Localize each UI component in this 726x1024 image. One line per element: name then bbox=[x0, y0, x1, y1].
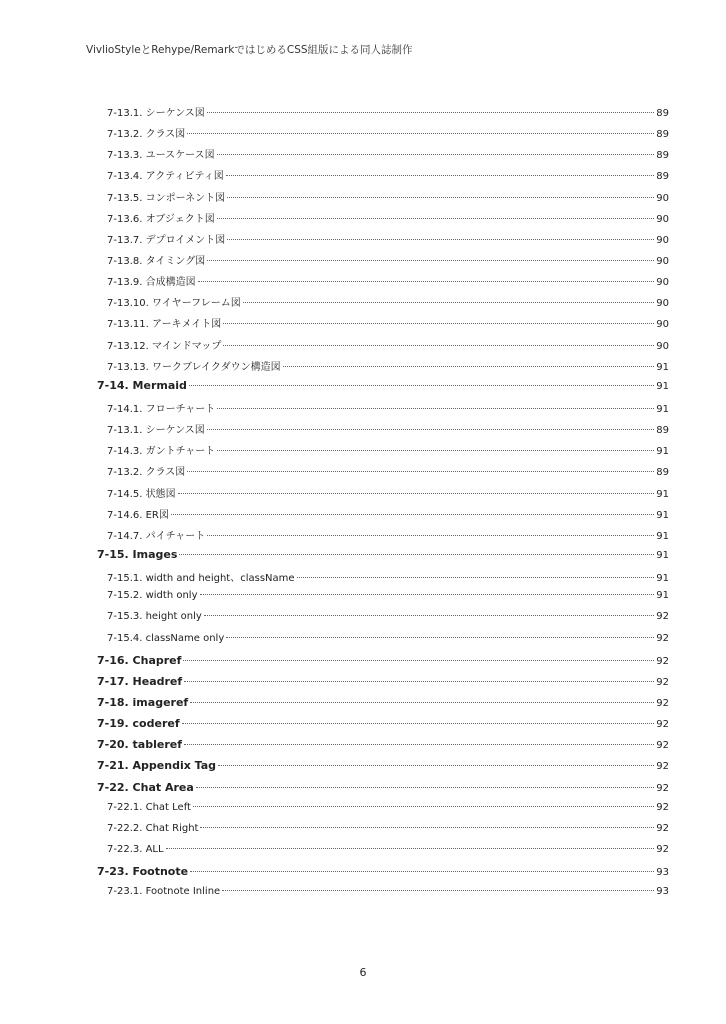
toc-entry[interactable] bbox=[97, 358, 669, 379]
toc-entry-page: 90 bbox=[656, 298, 669, 310]
toc-entry-page: 91 bbox=[656, 590, 669, 602]
toc-entry[interactable] bbox=[97, 696, 669, 717]
toc-entry-label: 7-14. Mermaid bbox=[97, 378, 187, 392]
toc-entry[interactable] bbox=[97, 738, 669, 759]
toc-entry-label: 7-13.2. クラス図 bbox=[107, 129, 186, 141]
dot-leader bbox=[166, 848, 655, 849]
toc-entry-page: 91 bbox=[656, 403, 669, 415]
toc-entry[interactable] bbox=[97, 569, 669, 590]
dot-leader bbox=[217, 408, 654, 409]
dot-leader bbox=[226, 175, 655, 176]
toc-entry-label: 7-13.2. クラス図 bbox=[107, 467, 186, 479]
toc-entry-label: 7-14.7. パイチャート bbox=[107, 530, 206, 542]
toc-entry-page: 92 bbox=[656, 822, 669, 834]
toc-entry-label: 7-23.1. Footnote Inline bbox=[107, 886, 221, 898]
toc-entry[interactable] bbox=[97, 231, 669, 252]
toc-entry-label: 7-13.13. ワークブレイクダウン構造図 bbox=[107, 361, 281, 373]
toc-entry-page: 89 bbox=[656, 425, 669, 437]
toc-entry-label: 7-15.4. className only bbox=[107, 632, 225, 644]
toc-entry[interactable] bbox=[97, 611, 669, 632]
toc-entry-page: 90 bbox=[656, 255, 669, 267]
dot-leader bbox=[190, 702, 654, 703]
toc-entry[interactable] bbox=[97, 315, 669, 336]
dot-leader bbox=[198, 281, 655, 282]
toc-entry-page: 91 bbox=[656, 549, 669, 561]
toc-entry-label: 7-13.12. マインドマップ bbox=[107, 340, 222, 352]
toc-entry-label: 7-22.2. Chat Right bbox=[107, 822, 199, 834]
toc-entry[interactable] bbox=[97, 463, 669, 484]
toc-entry-label: 7-15. Images bbox=[97, 547, 178, 561]
toc-entry-label: 7-16. Chapref bbox=[97, 653, 182, 667]
toc-entry[interactable] bbox=[97, 675, 669, 696]
dot-leader bbox=[283, 366, 655, 367]
toc-entry[interactable] bbox=[97, 633, 669, 654]
toc-entry[interactable] bbox=[97, 781, 669, 802]
dot-leader bbox=[207, 260, 654, 261]
toc-entry-page: 92 bbox=[656, 719, 669, 731]
toc-entry-page: 89 bbox=[656, 467, 669, 479]
dot-leader bbox=[179, 554, 654, 555]
toc-entry-page: 92 bbox=[656, 697, 669, 709]
toc-entry-label: 7-23. Footnote bbox=[97, 865, 189, 879]
toc-entry-page: 91 bbox=[656, 488, 669, 500]
dot-leader bbox=[182, 723, 655, 724]
toc-entry[interactable] bbox=[97, 823, 669, 844]
toc-entry[interactable] bbox=[97, 146, 669, 167]
dot-leader bbox=[190, 871, 654, 872]
toc-entry[interactable] bbox=[97, 886, 669, 907]
toc-entry-page: 90 bbox=[656, 277, 669, 289]
dot-leader bbox=[200, 594, 655, 595]
toc-entry-page: 90 bbox=[656, 213, 669, 225]
toc-entry-label: 7-22. Chat Area bbox=[97, 780, 194, 794]
dot-leader bbox=[184, 681, 654, 682]
toc-entry-page: 92 bbox=[656, 761, 669, 773]
toc-entry-page: 92 bbox=[656, 740, 669, 752]
toc-entry-page: 89 bbox=[656, 129, 669, 141]
toc-entry[interactable] bbox=[97, 865, 669, 886]
toc-entry-page: 91 bbox=[656, 446, 669, 458]
toc-entry-label: 7-14.5. 状態図 bbox=[107, 488, 176, 500]
toc-entry[interactable] bbox=[97, 252, 669, 273]
toc-entry-label: 7-13.9. 合成構造図 bbox=[107, 277, 196, 289]
toc-entry-label: 7-14.3. ガントチャート bbox=[107, 446, 216, 458]
dot-leader bbox=[183, 660, 654, 661]
toc-entry[interactable] bbox=[97, 104, 669, 125]
toc-entry[interactable] bbox=[97, 485, 669, 506]
toc-entry[interactable] bbox=[97, 379, 669, 400]
toc-entry-page: 92 bbox=[656, 843, 669, 855]
toc-entry-label: 7-13.11. アーキメイト図 bbox=[107, 319, 222, 331]
toc-entry-label: 7-13.1. シーケンス図 bbox=[107, 425, 205, 437]
toc-entry-label: 7-13.1. シーケンス図 bbox=[107, 108, 205, 119]
toc-entry[interactable] bbox=[97, 506, 669, 527]
toc-entry-page: 92 bbox=[656, 611, 669, 623]
toc-entry-label: 7-13.4. アクティビティ図 bbox=[107, 171, 224, 183]
toc-entry-page: 91 bbox=[656, 361, 669, 373]
toc-entry-page: 89 bbox=[656, 150, 669, 162]
toc-entry-label: 7-15.1. width and height、className bbox=[107, 573, 295, 585]
toc-entry-label: 7-14.6. ER図 bbox=[107, 509, 169, 521]
toc-entry-label: 7-19. coderef bbox=[97, 717, 180, 731]
toc-entry[interactable] bbox=[97, 125, 669, 146]
dot-leader bbox=[217, 154, 655, 155]
dot-leader bbox=[207, 112, 654, 113]
toc-entry-page: 90 bbox=[656, 319, 669, 331]
toc-entry-page: 92 bbox=[656, 632, 669, 644]
dot-leader bbox=[222, 890, 654, 891]
dot-leader bbox=[200, 827, 654, 828]
toc-entry[interactable] bbox=[97, 654, 669, 675]
toc-entry-label: 7-13.3. ユースケース図 bbox=[107, 150, 215, 162]
toc-entry[interactable] bbox=[97, 210, 669, 231]
dot-leader bbox=[189, 385, 654, 386]
toc-entry[interactable] bbox=[97, 400, 669, 421]
toc-entry-page: 89 bbox=[656, 171, 669, 183]
toc-entry-page: 89 bbox=[656, 108, 669, 119]
toc-entry[interactable] bbox=[97, 590, 669, 611]
dot-leader bbox=[193, 806, 654, 807]
toc-entry-label: 7-13.7. デプロイメント図 bbox=[107, 234, 226, 246]
dot-leader bbox=[243, 302, 655, 303]
toc-entry-label: 7-21. Appendix Tag bbox=[97, 759, 217, 773]
toc-entry[interactable] bbox=[97, 802, 669, 823]
toc-entry[interactable] bbox=[97, 759, 669, 780]
dot-leader bbox=[217, 450, 654, 451]
toc-entry[interactable] bbox=[97, 294, 669, 315]
toc-entry-page: 93 bbox=[656, 867, 669, 879]
toc-entry-label: 7-22.1. Chat Left bbox=[107, 801, 191, 813]
toc-entry-label: 7-13.8. タイミング図 bbox=[107, 255, 206, 267]
dot-leader bbox=[196, 787, 654, 788]
toc-entry-page: 91 bbox=[656, 509, 669, 521]
dot-leader bbox=[187, 133, 654, 134]
toc-entry-label: 7-17. Headref bbox=[97, 674, 183, 688]
toc-entry[interactable] bbox=[97, 717, 669, 738]
toc-entry[interactable] bbox=[97, 527, 669, 548]
toc-entry-label: 7-22.3. ALL bbox=[107, 843, 164, 855]
dot-leader bbox=[218, 765, 654, 766]
toc-entry-page: 91 bbox=[656, 530, 669, 542]
toc-entry[interactable] bbox=[97, 421, 669, 442]
toc-entry[interactable] bbox=[97, 844, 669, 865]
dot-leader bbox=[187, 471, 654, 472]
toc-entry-page: 91 bbox=[656, 573, 669, 585]
toc-entry-label: 7-13.5. コンポーネント図 bbox=[107, 192, 226, 204]
toc-entry-label: 7-13.10. ワイヤーフレーム図 bbox=[107, 298, 241, 310]
dot-leader bbox=[227, 197, 654, 198]
toc-entry-page: 92 bbox=[656, 676, 669, 688]
toc-entry[interactable] bbox=[97, 189, 669, 210]
toc-entry-label: 7-15.2. width only bbox=[107, 590, 198, 602]
page-number: 6 bbox=[359, 966, 367, 979]
dot-leader bbox=[223, 323, 654, 324]
dot-leader bbox=[297, 577, 655, 578]
toc-entry-page: 91 bbox=[656, 380, 669, 392]
running-head: VivlioStyleとRehype/RemarkではじめるCSS組版による同人誌制作 bbox=[86, 44, 413, 56]
toc-entry[interactable] bbox=[97, 273, 669, 294]
dot-leader bbox=[171, 514, 654, 515]
dot-leader bbox=[207, 535, 654, 536]
dot-leader bbox=[217, 218, 655, 219]
dot-leader bbox=[226, 637, 654, 638]
toc-entry-page: 90 bbox=[656, 234, 669, 246]
dot-leader bbox=[184, 744, 654, 745]
dot-leader bbox=[227, 239, 654, 240]
toc-entry[interactable] bbox=[97, 337, 669, 358]
toc-entry-page: 92 bbox=[656, 801, 669, 813]
dot-leader bbox=[223, 345, 654, 346]
toc-entry-label: 7-14.1. フローチャート bbox=[107, 403, 216, 415]
toc-entry-page: 93 bbox=[656, 886, 669, 898]
toc-entry-page: 92 bbox=[656, 782, 669, 794]
dot-leader bbox=[204, 615, 654, 616]
dot-leader bbox=[207, 429, 654, 430]
table-of-contents bbox=[97, 104, 669, 907]
toc-entry-page: 92 bbox=[656, 655, 669, 667]
toc-entry-label: 7-20. tableref bbox=[97, 738, 182, 752]
toc-entry-label: 7-18. imageref bbox=[97, 695, 189, 709]
toc-entry-label: 7-15.3. height only bbox=[107, 611, 202, 623]
toc-entry-label: 7-13.6. オブジェクト図 bbox=[107, 213, 215, 225]
toc-entry[interactable] bbox=[97, 442, 669, 463]
toc-entry-page: 90 bbox=[656, 340, 669, 352]
dot-leader bbox=[178, 493, 655, 494]
toc-entry[interactable] bbox=[97, 548, 669, 569]
toc-entry-page: 90 bbox=[656, 192, 669, 204]
toc-entry[interactable] bbox=[97, 167, 669, 188]
